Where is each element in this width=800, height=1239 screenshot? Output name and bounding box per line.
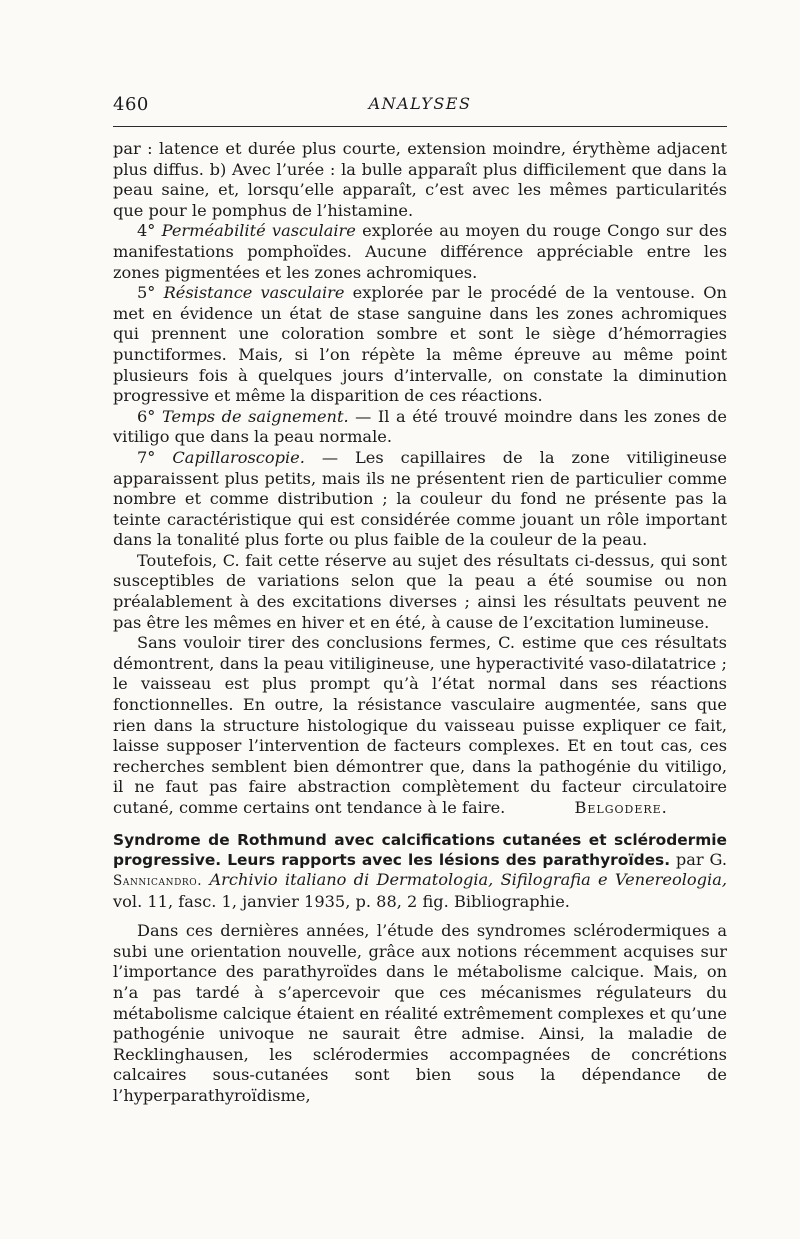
article-journal: Archivio italiano di Dermatologia, Sifilografia e Venereologia,	[209, 870, 727, 890]
article-by: par G.	[675, 850, 727, 869]
item-6-text: — Il a été trouvé moindre dans les zones de vitiligo que dans la peau normale.	[113, 406, 727, 447]
item-5-number: 5°	[137, 283, 156, 303]
reviewer-signature: Belgodere.	[574, 798, 668, 817]
article-body-paragraph: Dans ces dernières années, l’étude des syndromes sclérodermiques a subi une orientation nouvelle, grâce aux notions récemment acquises sur l’importance des parathyroïdes dans le métabolisme calcique. Mais, on n’a pas tardé à s’apercevoir que ces mécanismes régulateurs du métabolisme calcique étaient en réalité extrêmement complexes et qu’une pathogénie univoque ne saurait être admise. Ainsi, la maladie de Recklinghausen, les sclérodermies accompagnées de concrétions calcaires sous-cutanées sont bien sous la dépendance de l’hyperparathyroïdisme,	[113, 921, 727, 1105]
item-6-title: Temps de saignement.	[161, 406, 349, 426]
item-6-paragraph	[113, 407, 727, 448]
item-7-text: — Les capillaires de la zone vitiligineuse apparaissent plus petits, mais ils ne présentent rien de particulier comme nombre et comme distribution ; la couleur du fond ne présente pas la teinte caractéristique qui est considérée comme jouant un rôle important dans la tonalité plus forte ou plus faible de la couleur de la peau.	[113, 447, 727, 550]
item-4-title: Perméabilité vasculaire	[161, 221, 356, 241]
item-6-number: 6°	[137, 406, 156, 426]
page-number: 460	[113, 94, 149, 115]
running-head: ANALYSES	[368, 94, 472, 113]
toutefois-paragraph: Toutefois, C. fait cette réserve au sujet des résultats ci-dessus, qui sont susceptibles de variations selon que la peau a été soumise ou non préalablement à des excitations diverses ; ainsi les résultats peuvent ne pas être les mêmes en hiver et en été, à cause de l’excitation lumineuse.	[113, 550, 727, 632]
conclusion-text: Sans vouloir tirer des conclusions fermes, C. estime que ces résultats démontrent, dans la peau vitiligineuse, une hyperactivité vaso-dilatatrice ; le vaisseau est plus prompt qu’à l’état normal dans ses réactions fonctionnelles. En outre, la résistance vasculaire augmentée, sans que rien dans la structure histologique du vaisseau puisse expliquer ce fait, laisse supposer l’intervention de facteurs complexes. Et en tout cas, ces recherches semblent bien démontrer que, dans la pathogénie du vitiligo, il ne faut pas faire abstraction complètement du facteur circulatoire cutané, comme certains ont tendance à le faire.	[113, 633, 727, 817]
item-5-title: Résistance vasculaire	[163, 283, 345, 303]
article-heading	[113, 830, 727, 913]
item-7-paragraph	[113, 448, 727, 551]
item-4-paragraph	[113, 221, 727, 283]
article-citation: vol. 11, fasc. 1, janvier 1935, p. 88, 2 fig. Bibliographie.	[113, 891, 570, 911]
body-text	[113, 139, 727, 1107]
article-author: Sannicandro.	[113, 873, 203, 890]
conclusion-paragraph	[113, 633, 727, 818]
item-4-number: 4°	[137, 221, 156, 241]
item-5-text: explorée par le procédé de la ventouse. On met en évidence un état de stase sanguine dans les zones achromiques qui prennent une coloration sombre et sont le siège d’hémorragies punctiformes. Mais, si l’on répète la même épreuve au même point plusieurs fois à quelques jours d’intervalle, on constate la diminution progressive et même la disparition de ces réactions.	[113, 283, 727, 406]
item-7-title: Capillaroscopie.	[172, 447, 305, 467]
continuation-paragraph: par : latence et durée plus courte, extension moindre, érythème adjacent plus diffus. b) Avec l’urée : la bulle apparaît plus difficilement que dans la peau saine, et, lorsqu’elle apparaît, c’est avec les mêmes particularités que pour le pomphus de l’histamine.	[113, 139, 727, 220]
item-7-number: 7°	[137, 447, 156, 467]
page-header	[113, 94, 727, 120]
article-title: Syndrome de Rothmund avec calcifications cutanées et sclérodermie progressive. Leurs rapports avec les lésions des parathyroïdes.	[113, 830, 727, 869]
header-rule	[113, 126, 727, 127]
item-5-paragraph	[113, 283, 727, 407]
item-4-text: explorée au moyen du rouge Congo sur des manifestations pomphoïdes. Aucune différence appréciable entre les zones pigmentées et les zones achromiques.	[113, 221, 727, 282]
